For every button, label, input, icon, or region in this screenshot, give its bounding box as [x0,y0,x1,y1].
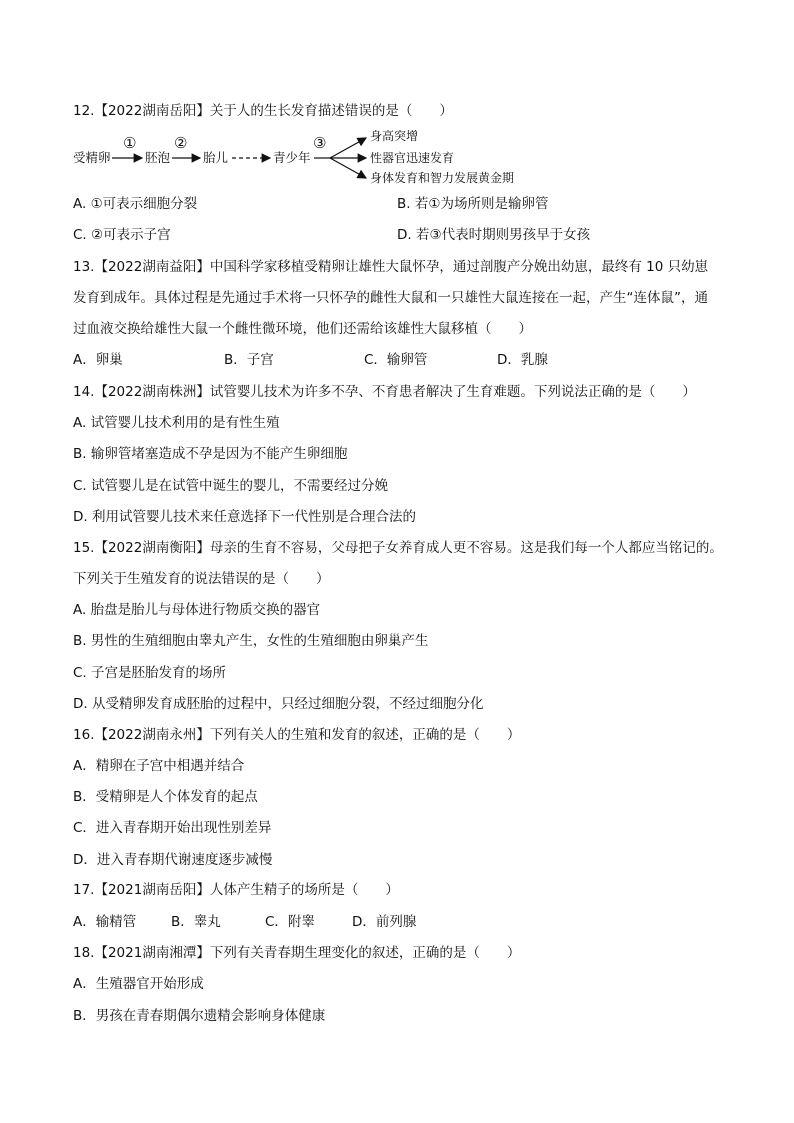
question-13-line-1: 13.【2022湖南益阳】中国科学家移植受精卵让雄性大鼠怀孕，通过剖腹产分娩出幼崽，最终有 10 只幼崽 [73,259,709,275]
diagram-branch-arrow-3 [330,158,366,178]
q17-option-c: C．附睾 [265,914,315,930]
q18-option-b: B．男孩在青春期偶尔遗精会影响身体健康 [73,1008,326,1024]
q16-option-c: C．进入青春期开始出现性别差异 [73,820,272,836]
diagram-step-1: ① [123,134,137,152]
q16-option-b: B．受精卵是人个体发育的起点 [73,789,258,805]
question-15-line-2: 下列关于生殖发育的说法错误的是（ ） [73,571,330,587]
question-16-stem: 16.【2022湖南永州】下列有关人的生殖和发育的叙述，正确的是（ ） [73,727,521,743]
q16-option-d: D．进入青春期代谢速度逐步减慢 [73,852,273,868]
q17-option-b: B．睾丸 [171,914,221,930]
q13-options [73,350,548,370]
q12-option-b: B. 若①为场所则是输卵管 [397,196,549,212]
diagram-adolescence: 青少年 [273,150,311,165]
diagram-step-2: ② [174,134,188,152]
q12-option-a: A. ①可表示细胞分裂 [73,196,198,212]
diagram-zygote: 受精卵 [73,150,111,165]
q14-option-b: B. 输卵管堵塞造成不孕是因为不能产生卵细胞 [73,446,348,462]
q12-option-d: D. 若③代表时期则男孩早于女孩 [397,227,591,243]
diagram-blastocyst: 胚泡 [145,150,171,165]
q17-option-d: D．前列腺 [352,914,417,930]
question-17-stem: 17.【2021湖南岳阳】人体产生精子的场所是（ ） [73,882,399,898]
question-15-line-1: 15.【2022湖南衡阳】母亲的生育不容易，父母把子女养育成人更不容易。这是我们每一个人都应当铭记的。 [73,540,723,556]
q17-options [73,912,416,932]
q18-option-a: A．生殖器官开始形成 [73,976,204,992]
q15-option-b: B. 男性的生殖细胞由睾丸产生，女性的生殖细胞由卵巢产生 [73,633,429,649]
diagram-step-3: ③ [313,134,327,152]
diagram-branch-2: 性器官迅速发育 [370,151,455,165]
q13-option-b: B．子宫 [224,352,274,368]
q13-option-d: D．乳腺 [497,352,548,368]
q15-option-a: A. 胎盘是胎儿与母体进行物质交换的器官 [73,602,321,618]
diagram-branch-3: 身体发育和智力发展黄金期 [370,171,515,185]
q15-option-c: C. 子宫是胚胎发育的场所 [73,665,227,681]
question-13-line-3: 过血液交换给雄性大鼠一个雌性微环境，他们还需给该雄性大鼠移植（ ） [73,321,532,337]
q14-option-a: A. 试管婴儿技术利用的是有性生殖 [73,415,280,431]
question-12-stem: 12.【2022湖南岳阳】关于人的生长发育描述错误的是（ ） [73,103,453,119]
diagram-branch-1: 身高突增 [370,130,419,143]
q13-option-a: A．卵巢 [73,352,123,368]
q12-option-c: C. ②可表示子宫 [73,227,171,243]
growth-flow-diagram [0,130,794,190]
diagram-branch-arrow-1 [330,138,366,158]
q14-option-c: C. 试管婴儿是在试管中诞生的婴儿，不需要经过分娩 [73,478,389,494]
q16-option-a: A．精卵在子宫中相遇并结合 [73,758,245,774]
question-18-stem: 18.【2021湖南湘潭】下列有关青春期生理变化的叙述，正确的是（ ） [73,945,521,961]
q15-option-d: D. 从受精卵发育成胚胎的过程中，只经过细胞分裂，不经过细胞分化 [73,696,484,712]
q14-option-d: D. 利用试管婴儿技术来任意选择下一代性别是合理合法的 [73,509,416,525]
diagram-fetus: 胎儿 [203,150,229,165]
q17-option-a: A．输精管 [73,914,137,930]
q13-option-c: C．输卵管 [364,352,428,368]
question-13-line-2: 发育到成年。具体过程是先通过手术将一只怀孕的雌性大鼠和一只雄性大鼠连接在一起，产生“连体鼠”，通 [73,290,708,306]
question-14-stem: 14.【2022湖南株洲】试管婴儿技术为许多不孕、不育患者解决了生育难题。下列说法正确的是（ ） [73,384,696,400]
